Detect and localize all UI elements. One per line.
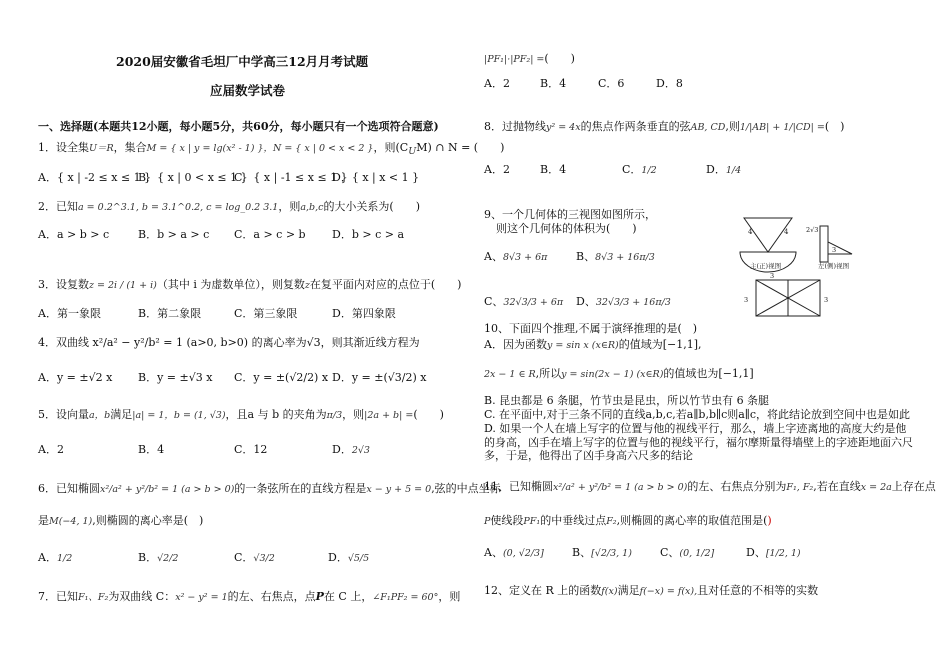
q11-text-d: 上存在点 xyxy=(891,480,936,493)
q8-option-c[interactable] xyxy=(622,163,657,178)
q10-option-a-cont xyxy=(484,367,754,382)
q7-text-p: P xyxy=(315,590,324,603)
q5-option-b[interactable]: B．4 xyxy=(138,443,165,456)
q10-a-text-3: ,所以 xyxy=(535,367,562,380)
q7-text-b: 为双曲线 C： xyxy=(108,590,176,603)
q5-option-c[interactable]: C．12 xyxy=(234,443,268,456)
q12-text-a: 12、定义在 R 上的函数 xyxy=(484,584,602,597)
q8-option-d[interactable] xyxy=(706,163,741,178)
q11-option-c-label: C、 xyxy=(660,546,680,559)
q6-text-a: 6．已知椭圆 xyxy=(38,482,100,495)
q11-math-p: P xyxy=(484,516,491,527)
q8-option-d-math: 1/4 xyxy=(725,165,742,176)
q9-option-a-label: A、 xyxy=(484,250,503,263)
q7-option-d[interactable]: D．8 xyxy=(656,77,683,90)
q2-option-a[interactable]: A．a > b > c xyxy=(38,228,110,241)
q12-math-f: f(x) xyxy=(601,586,618,597)
q7-option-b[interactable]: B．4 xyxy=(540,77,567,90)
question-7-stem xyxy=(38,590,460,605)
q1-option-c[interactable]: C．{ x | -1 ≤ x ≤ 1 } xyxy=(234,171,348,184)
q7-option-a[interactable]: A．2 xyxy=(484,77,510,90)
q4-option-a[interactable]: A．y = ±√2 x xyxy=(38,371,113,384)
q12-math-even: f(−x) = f(x), xyxy=(639,586,698,597)
q5-text-c: ，且 xyxy=(225,408,248,421)
question-8-stem xyxy=(484,120,844,135)
question-4-stem: 4．双曲线 x²/a² − y²/b² = 1 (a>0, b>0) 的离心率为√3，则其渐近线方程为 xyxy=(38,336,420,349)
q3-option-b[interactable]: B．第二象限 xyxy=(138,307,202,320)
q11-option-d-label: D、 xyxy=(746,546,766,559)
q7-text-a: 7．已知 xyxy=(38,590,78,603)
q1-text-a: 1．设全集 xyxy=(38,141,89,154)
q9-option-c[interactable] xyxy=(484,295,563,310)
q11-option-d[interactable] xyxy=(746,546,801,561)
q5-math-f: |2a + b| = xyxy=(364,410,414,421)
q6-math-midpoint: M(−4, 1) xyxy=(49,516,93,527)
q9-option-a[interactable] xyxy=(484,250,547,265)
q7-math-angle: ∠F₁PF₂ = 60° xyxy=(372,592,439,603)
q1-text-e: M) ∩ N = ( ) xyxy=(416,141,505,154)
question-5-stem xyxy=(38,408,444,423)
q6-option-a-label: A． xyxy=(38,551,57,564)
q11-math-foci: F₁, F₂ xyxy=(786,482,814,493)
three-views-figure xyxy=(734,208,864,324)
q2-option-c[interactable]: C．a > c > b xyxy=(234,228,306,241)
q7-math-hyperbola: x² − y² = 1 xyxy=(175,592,228,603)
q1-text-c: ，则(C xyxy=(373,141,409,154)
q7-math-product: |PF₁|·|PF₂| = xyxy=(484,54,545,65)
q6-option-b-label: B． xyxy=(138,551,158,564)
q5-text-b: 满足 xyxy=(110,408,133,421)
q11-text-2a: 使线段 xyxy=(490,514,524,527)
fig-label-3c: 3 xyxy=(770,272,775,280)
q6-option-c-label: C． xyxy=(234,551,254,564)
q1-math-m: M = { x | y = lg(x² - 1) } xyxy=(146,143,264,154)
q10-option-b[interactable]: B. 昆虫都是 6 条腿，竹节虫是昆虫，所以竹节虫有 6 条腿 xyxy=(484,394,770,407)
q11-text-b: 的左、右焦点分别为 xyxy=(687,480,787,493)
q11-math-line: x = 2a xyxy=(860,482,892,493)
q7-text-c: 的左、右焦点，点 xyxy=(227,590,316,603)
q11-text-2c: ,则椭圆的离心率的取值范围是( xyxy=(616,514,768,527)
q6-text-c: ,弦的中点坐标 xyxy=(431,482,501,495)
q6-option-a[interactable] xyxy=(38,551,72,566)
q5-text-g: ( ) xyxy=(413,408,444,421)
q9-option-d-label: D、 xyxy=(576,295,596,308)
q1-math-n: ，N = { x | 0 < x < 2 } xyxy=(263,143,374,154)
q4-option-d[interactable]: D．y = ±(√3/2) x xyxy=(332,371,427,384)
q1-option-b[interactable]: B．{ x | 0 < x ≤ 1 } xyxy=(138,171,248,184)
q9-option-b[interactable] xyxy=(576,250,655,265)
side-view xyxy=(820,226,852,262)
q12-text-b: 满足 xyxy=(617,584,640,597)
q6-option-c[interactable] xyxy=(234,551,275,566)
q6-option-d-label: D． xyxy=(328,551,348,564)
q9-option-c-math: 32√3/3 + 6π xyxy=(503,297,564,308)
fig-label-4a: 4 xyxy=(748,228,753,236)
q4-option-b[interactable]: B．y = ±√3 x xyxy=(138,371,213,384)
question-6-stem xyxy=(38,482,501,497)
q6-option-d[interactable] xyxy=(328,551,369,566)
q8-option-a[interactable]: A．2 xyxy=(484,163,510,176)
q3-option-c[interactable]: C．第三象限 xyxy=(234,307,298,320)
q8-option-c-label: C． xyxy=(622,163,642,176)
q11-option-a-label: A、 xyxy=(484,546,503,559)
q11-option-b[interactable] xyxy=(572,546,632,561)
q10-a-math-1: y = sin x (x∈R) xyxy=(546,340,619,351)
q8-math-sum: 1/|AB| + 1/|CD| = xyxy=(739,122,825,133)
q3-math: z = 2i / (1 + i) xyxy=(89,280,157,291)
q11-text-c: ,若在直线 xyxy=(813,480,861,493)
q2-math: a = 0.2^3.1, b = 3.1^0.2, c = log_0.2 3.1 xyxy=(78,202,279,213)
q11-option-b-label: B、 xyxy=(572,546,592,559)
q5-math-ab: a，b xyxy=(89,410,111,421)
fig-label-4b: 4 xyxy=(784,228,789,236)
q8-text-b: 的焦点作两条垂直的弦 xyxy=(580,120,691,133)
q10-a-text-4: 的值域也为[−1,1] xyxy=(663,367,754,380)
q7-stem-cont xyxy=(484,52,575,67)
q11-math-f2: F₂ xyxy=(606,516,617,527)
fig-caption-front: 主(正)视图 xyxy=(750,262,782,270)
question-11-stem-cont xyxy=(484,514,772,529)
q8-math-chords: AB, CD xyxy=(690,122,726,133)
q11-option-b-math: [√2/3, 1) xyxy=(591,548,632,559)
q10-option-d[interactable]: D. 如果一个人在墙上写字的位置与他的视线平行，那么，墙上字迹离地的高度大约是他的身高，凶手在墙上写字的位置与他的视线平行，福尔摩斯量得墙壁上的字迹距地面六尺多，于是，他得出了凶手身高六尺多的结论 xyxy=(484,422,913,462)
q6-option-b[interactable] xyxy=(138,551,178,566)
question-3-stem xyxy=(38,278,461,293)
q5-option-d[interactable] xyxy=(332,443,370,458)
q10-a-math-2: 2x − 1 ∈ R xyxy=(484,369,536,380)
q5-option-d-label: D． xyxy=(332,443,352,456)
q11-math-pf: PF₁ xyxy=(523,516,541,527)
q8-text-c: ,则 xyxy=(725,120,740,133)
q5-math-m: |a| = 1，b = (1, √3) xyxy=(132,410,226,421)
question-6-stem-cont xyxy=(38,514,203,529)
q1-math-u: U＝R xyxy=(89,143,114,154)
q4-option-c[interactable]: C．y = ±(√2/2) x xyxy=(234,371,329,384)
question-9-stem-2: 则这个几何体的体积为( ) xyxy=(496,222,637,235)
fig-label-2sqrt3: 2√3 xyxy=(806,226,819,234)
section-heading: 一、选择题(本题共12小题，每小题5分，共60分，每小题只有一个选项符合题意) xyxy=(38,120,439,133)
q1-sub-u: U xyxy=(408,146,417,158)
q8-option-b[interactable]: B．4 xyxy=(540,163,567,176)
q7-text-d: 在 C 上， xyxy=(323,590,373,603)
q3-option-d[interactable]: D．第四象限 xyxy=(332,307,396,320)
q6-option-a-math: 1/2 xyxy=(56,553,73,564)
q10-a-text-1: A．因为函数 xyxy=(484,338,547,351)
q1-option-d[interactable]: D．{ x | x < 1 } xyxy=(332,171,420,184)
q5-text-a: 5．设向量 xyxy=(38,408,89,421)
q11-option-a-math: (0, √2/3] xyxy=(502,548,544,559)
q10-option-c[interactable]: C. 在平面中,对于三条不同的直线a,b,c,若a∥b,b∥c则a∥c，将此结论放到空间中也是如此 xyxy=(484,408,911,421)
q5-option-d-math: 2√3 xyxy=(351,445,370,456)
q8-option-d-label: D． xyxy=(706,163,726,176)
q1-text-b: ，集合 xyxy=(113,141,147,154)
q11-math-ellipse: x²/a² + y²/b² = 1 (a > b > 0) xyxy=(553,482,688,493)
question-1-stem xyxy=(38,141,504,159)
question-10-stem: 10、下面四个推理,不属于演绎推理的是( ) xyxy=(484,322,698,335)
q11-text-2d: ) xyxy=(767,514,772,527)
q7-math-foci: F₁、F₂ xyxy=(78,592,109,603)
q6-text-2b: ,则椭圆的离心率是( ) xyxy=(92,514,204,527)
q6-option-b-math: √2/2 xyxy=(157,553,179,564)
q3-text-a: 3．设复数 xyxy=(38,278,89,291)
fig-caption-side: 左(侧)视图 xyxy=(818,262,850,270)
q3-text-c: 在复平面内对应的点位于( ) xyxy=(309,278,462,291)
top-view xyxy=(756,280,820,316)
q6-math-ellipse: x²/a² + y²/b² = 1 (a > b > 0) xyxy=(100,484,235,495)
q2-text-a: 2．已知 xyxy=(38,200,78,213)
q2-text-c: 的大小关系为( ) xyxy=(323,200,421,213)
q9-option-c-label: C、 xyxy=(484,295,504,308)
q7-option-c[interactable]: C．6 xyxy=(598,77,625,90)
q11-option-c[interactable] xyxy=(660,546,714,561)
q3-math-z: z xyxy=(304,280,310,291)
fig-label-3a: 3 xyxy=(832,246,837,254)
q11-option-c-math: (0, 1/2] xyxy=(679,548,715,559)
fig-label-3b: 3 xyxy=(744,296,749,304)
q6-text-b: 的一条弦所在的直线方程是 xyxy=(234,482,367,495)
q6-text-2a: 是 xyxy=(38,514,49,527)
q10-option-a[interactable] xyxy=(484,338,702,353)
q9-option-d-math: 32√3/3 + 16π/3 xyxy=(595,297,671,308)
q7-text-e: ，则 xyxy=(438,590,461,603)
page-title: 2020届安徽省毛坦厂中学高三12月月考试题 xyxy=(116,54,369,69)
q11-text-2b: 的中垂线过点 xyxy=(540,514,607,527)
q11-option-d-math: [1/2, 1) xyxy=(765,548,801,559)
q8-text-d: ( ) xyxy=(824,120,845,133)
q2-option-d[interactable]: D．b > c > a xyxy=(332,228,404,241)
side-rect xyxy=(820,226,828,262)
q11-text-a: 11、已知椭圆 xyxy=(484,480,553,493)
q5-text-d: a 与 b 的夹角为 xyxy=(247,408,327,421)
page-subtitle: 应届数学试卷 xyxy=(210,83,286,98)
q2-option-b[interactable]: B．b > a > c xyxy=(138,228,210,241)
q5-text-e: ，则 xyxy=(342,408,365,421)
question-12-stem xyxy=(484,584,818,599)
q2-text-b: ，则 xyxy=(278,200,301,213)
question-11-stem xyxy=(484,480,936,495)
question-9-stem: 9、一个几何体的三视图如图所示， xyxy=(484,208,656,221)
question-2-stem xyxy=(38,200,420,215)
q6-option-d-math: √5/5 xyxy=(347,553,370,564)
q10-a-text-2: 的值域为[−1,1], xyxy=(618,338,702,351)
q6-math-line: x − y + 5 = 0 xyxy=(366,484,432,495)
q11-option-a[interactable] xyxy=(484,546,544,561)
q10-a-math-3: y = sin(2x − 1) (x∈R) xyxy=(561,369,664,380)
q2-math-abc: a,b,c xyxy=(300,202,324,213)
q3-text-b: （其中 i 为虚数单位），则复数 xyxy=(156,278,305,291)
q8-option-c-math: 1/2 xyxy=(641,165,657,176)
q8-math-parabola: y² = 4x xyxy=(546,122,581,133)
fig-label-3d: 3 xyxy=(824,296,829,304)
q3-option-a[interactable]: A．第一象限 xyxy=(38,307,101,320)
q9-option-b-math: 8√3 + 16π/3 xyxy=(595,252,655,263)
q12-text-c: 且对任意的不相等的实数 xyxy=(697,584,819,597)
q9-option-a-math: 8√3 + 6π xyxy=(502,252,548,263)
q9-option-d[interactable] xyxy=(576,295,671,310)
q5-math-angle: π/3 xyxy=(326,410,343,421)
q6-option-c-math: √3/2 xyxy=(253,553,275,564)
q1-option-a[interactable]: A．{ x | -2 ≤ x ≤ 1 } xyxy=(38,171,152,184)
q7-cont-paren: ( ) xyxy=(544,52,575,65)
q5-option-a[interactable]: A．2 xyxy=(38,443,64,456)
q8-text-a: 8．过抛物线 xyxy=(484,120,546,133)
q9-option-b-label: B、 xyxy=(576,250,596,263)
